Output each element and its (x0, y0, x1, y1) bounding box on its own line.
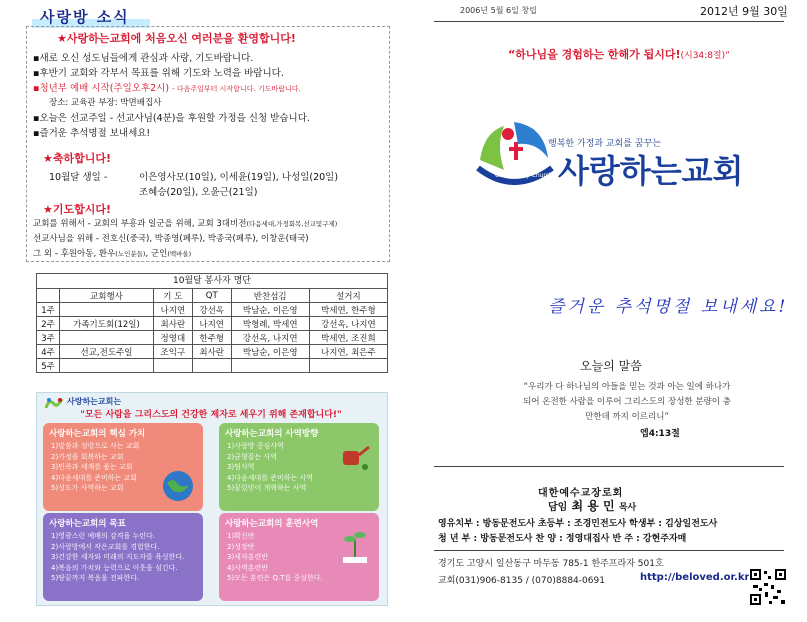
table-header: 반찬섬김 (231, 289, 309, 303)
table-cell (60, 303, 154, 317)
card-item: 1)사랑방 중심사역 (227, 442, 284, 450)
card-item: 4)다음세대를 준비하는 교회 (51, 473, 138, 482)
volunteer-table-title: 10월달 봉사자 명단 (36, 273, 388, 288)
card-item: 2)균형잡는 사역 (227, 452, 277, 461)
pray-church-text: - 교회의 부흥과 일군을 위해, 교회 3대비전 (87, 219, 247, 229)
watering-can-icon (339, 441, 371, 471)
table-cell: 강선옥, 나지연 (309, 317, 387, 331)
todays-word-text: “우리가 다 하나님의 아들을 믿는 것과 아는 일에 하나가 되어 온전한 사람을 이루어 그리스도의 장성한 분량이 충만한데 까지 이르리니” (523, 382, 731, 422)
table-header: 기 도 (153, 289, 192, 303)
card-title: 사랑하는교회의 핵심 가치 (49, 429, 146, 439)
table-cell: 2주 (37, 317, 60, 331)
footer-divider (434, 550, 784, 551)
pray-church (33, 217, 337, 232)
birthday-list-1: 이은영사모(10일), 이세윤(19일), 나성일(20일) (139, 172, 339, 183)
motto-text: “하나님을 경험하는 한해가 됩시다! (508, 48, 681, 61)
card-title: 사랑하는교회의 목표 (49, 519, 126, 529)
table-cell: 선교,전도주일 (60, 345, 154, 359)
pray-heading: ★기도합시다! (43, 203, 112, 216)
welcome-heading: ★사랑하는교회에 처음오신 여러분을 환영합니다! (57, 32, 296, 45)
table-cell: 정영대 (153, 331, 192, 345)
pray-missionaries-text: - 전호신(중국), 박종영(페루), 박종국(페루), 이창운(태국) (95, 234, 309, 244)
card-item: 5)성도가 사역하는 교회 (51, 484, 124, 492)
card-item: 1)말씀과 성령으로 사는 교회 (51, 442, 140, 450)
youth-worship-notice: ▪청년부 예배 시작(주일오후2시) (33, 83, 170, 94)
church-address: 경기도 고양시 일산동구 마두동 785-1 한주프라자 501호 (438, 559, 664, 569)
motto-reference: (시34:8절)” (680, 51, 730, 61)
card-item: 1)확신반 (227, 532, 255, 540)
table-cell (192, 359, 231, 373)
header-divider (434, 21, 784, 22)
card-item: 4)다음세대를 준비하는 사역 (227, 473, 314, 482)
pray-others-text: - 후원아동, 환우 (54, 249, 116, 259)
card-item: 4)복음의 가치와 능력으로 이웃을 섬긴다. (51, 563, 178, 572)
card-title: 사랑하는교회의 사역방향 (225, 429, 319, 439)
table-row (37, 345, 388, 359)
celebrate-heading: ★축하합니다! (43, 152, 112, 165)
table-row (37, 303, 388, 317)
table-cell: 조익구 (153, 345, 192, 359)
table-cell: 1주 (37, 303, 60, 317)
ministry-direction-card (219, 423, 379, 511)
table-row (37, 317, 388, 331)
table-cell: 박남순, 이은영 (231, 345, 309, 359)
qr-code-icon (749, 568, 787, 606)
youth-worship-note: - 다음주일부터 시작합니다. 기도바랍니다. (172, 85, 301, 93)
greeting-notice: ▪즐거운 추석명절 보내세요! (33, 128, 151, 139)
sprout-book-icon (341, 525, 369, 565)
staff-line-1: 영유치부 : 방동문전도사 초등부 : 조경민전도사 학생부 : 김상일전도사 (438, 519, 718, 529)
table-cell (309, 359, 387, 373)
pray-missionaries-label: 선교사님을 위해 (33, 234, 94, 244)
senior-pastor (548, 497, 636, 514)
card-item: 5)땅끝까지 복음을 전파한다. (51, 574, 140, 582)
core-values-card (43, 423, 203, 511)
pray-others-soldier: , 군인 (145, 249, 168, 259)
vision-banner (36, 392, 388, 606)
table-cell: 4주 (37, 345, 60, 359)
table-header: 설거지 (309, 289, 387, 303)
bulletin-date: 2012년 9월 30일 (700, 5, 788, 18)
table-cell (231, 359, 309, 373)
card-item: 3)민족과 세계를 품는 교회 (51, 463, 133, 471)
table-cell: 5주 (37, 359, 60, 373)
logo-subtitle: 행복한 가정과 교회를 꿈꾸는 (548, 139, 661, 149)
founded-date: 2006년 5월 6일 창립 (460, 6, 537, 15)
missions-notice: ▪오늘은 선교주일 - 선교사님(4분)을 후원할 가정을 신청 받습니다. (33, 113, 310, 124)
church-emblem-icon (474, 112, 556, 192)
pray-church-label: 교회를 위해서 (33, 219, 85, 229)
banner-mission: "모든 사람을 그리스도의 건강한 제자로 세우기 위해 존재합니다!" (80, 410, 342, 420)
card-title: 사랑하는교회의 훈련사역 (225, 519, 319, 529)
card-item: 4)사역훈련반 (227, 563, 268, 572)
pray-others-label: 그 외 (33, 249, 53, 259)
table-row (37, 331, 388, 345)
pastor-name: 최 용 민 (571, 499, 615, 513)
table-cell: 한주형 (192, 331, 231, 345)
table-cell: 가족기도회(12일) (60, 317, 154, 331)
pastor-title: 목사 (618, 503, 637, 513)
table-cell: 강선옥, 나지연 (231, 331, 309, 345)
table-cell (60, 359, 154, 373)
annual-motto (508, 46, 730, 62)
card-item: 2)성장반 (227, 542, 255, 551)
card-item: 3)제자훈련반 (227, 553, 268, 561)
birthday-list-2: 조혜승(20일), 오윤근(21일) (139, 187, 258, 198)
mid-divider (434, 466, 784, 467)
card-item: 5)꿈있믿이 개혁하는 사역 (227, 484, 307, 492)
table-cell: 박형례, 박세연 (231, 317, 309, 331)
pastor-label: 담임 (548, 502, 568, 513)
birthday-label: 10월달 생일 - (49, 172, 108, 183)
table-header: QT (192, 289, 231, 303)
pray-church-vision: (다음세대,가정회복,선교및구제) (246, 220, 338, 228)
news-box (26, 26, 390, 262)
table-cell: 박세연, 한주형 (309, 303, 387, 317)
table-row (37, 359, 388, 373)
table-cell (153, 359, 192, 373)
banner-logo-label: 사랑하는교회는 (67, 397, 122, 406)
todays-word-title: 오늘의 말씀 (580, 359, 642, 373)
card-item: 3)팀사역 (227, 463, 255, 471)
table-cell: 3주 (37, 331, 60, 345)
table-cell: 박세연, 조진희 (309, 331, 387, 345)
table-cell: 나지연, 최은주 (309, 345, 387, 359)
chuseok-greeting: 즐거운 추석명절 보내세요! (548, 297, 789, 317)
table-header: 교회행사 (60, 289, 154, 303)
church-logo-name: 사랑하는교회 (558, 152, 744, 190)
globe-icon (161, 469, 195, 503)
staff-line-2: 청 년 부 : 방동문전도사 찬 양 : 정영대집사 반 주 : 강현주자매 (438, 534, 687, 544)
table-header-row (37, 289, 388, 303)
table-cell: 박남순, 이은영 (231, 303, 309, 317)
youth-place: 장소: 교육관 부장: 박면배집사 (49, 98, 162, 108)
table-cell: 나지연 (192, 317, 231, 331)
table-cell: 최사란 (192, 345, 231, 359)
pray-others (33, 247, 191, 262)
table-cell: 나지연 (153, 303, 192, 317)
news-bullet: ▪새로 오신 성도님들에게 관심과 사랑, 기도바랍니다. (33, 53, 254, 64)
table-cell: 최사란 (153, 317, 192, 331)
pray-missionaries (33, 232, 309, 247)
church-website-link[interactable]: http://beloved.or.kr (640, 572, 750, 583)
pray-others-elders: (노인분들) (115, 250, 146, 258)
church-phone: 교회(031)906-8135 / (070)8884-0691 (438, 576, 605, 586)
todays-word-reference: 엡4:13절 (640, 429, 680, 439)
table-cell: 강선옥 (192, 303, 231, 317)
news-bullet: ▪후반기 교회와 각부서 목표를 위해 기도와 노력을 바랍니다. (33, 68, 284, 79)
news-title: 사랑방 소식 (40, 6, 170, 30)
goals-card (43, 513, 203, 601)
denomination: 대한예수교장로회 (538, 488, 624, 499)
card-item: 2)가정을 회복하는 교회 (51, 452, 124, 461)
card-item: 5)모든 훈련은 Q.T를 중심한다. (227, 574, 323, 582)
table-header (37, 289, 60, 303)
training-card (219, 513, 379, 601)
volunteer-table (36, 273, 388, 373)
pray-others-soldier-name: (백바울) (167, 250, 192, 258)
card-item: 2)사랑방에서 작은교회를 경험한다. (51, 542, 160, 551)
card-item: 3)건강한 세자와 미래의 지도자를 육성한다. (51, 553, 185, 561)
card-item: 1)영광스런 예배의 감격을 누린다. (51, 532, 155, 540)
table-cell (60, 331, 154, 345)
logo-small-text: Community Church (495, 172, 553, 179)
